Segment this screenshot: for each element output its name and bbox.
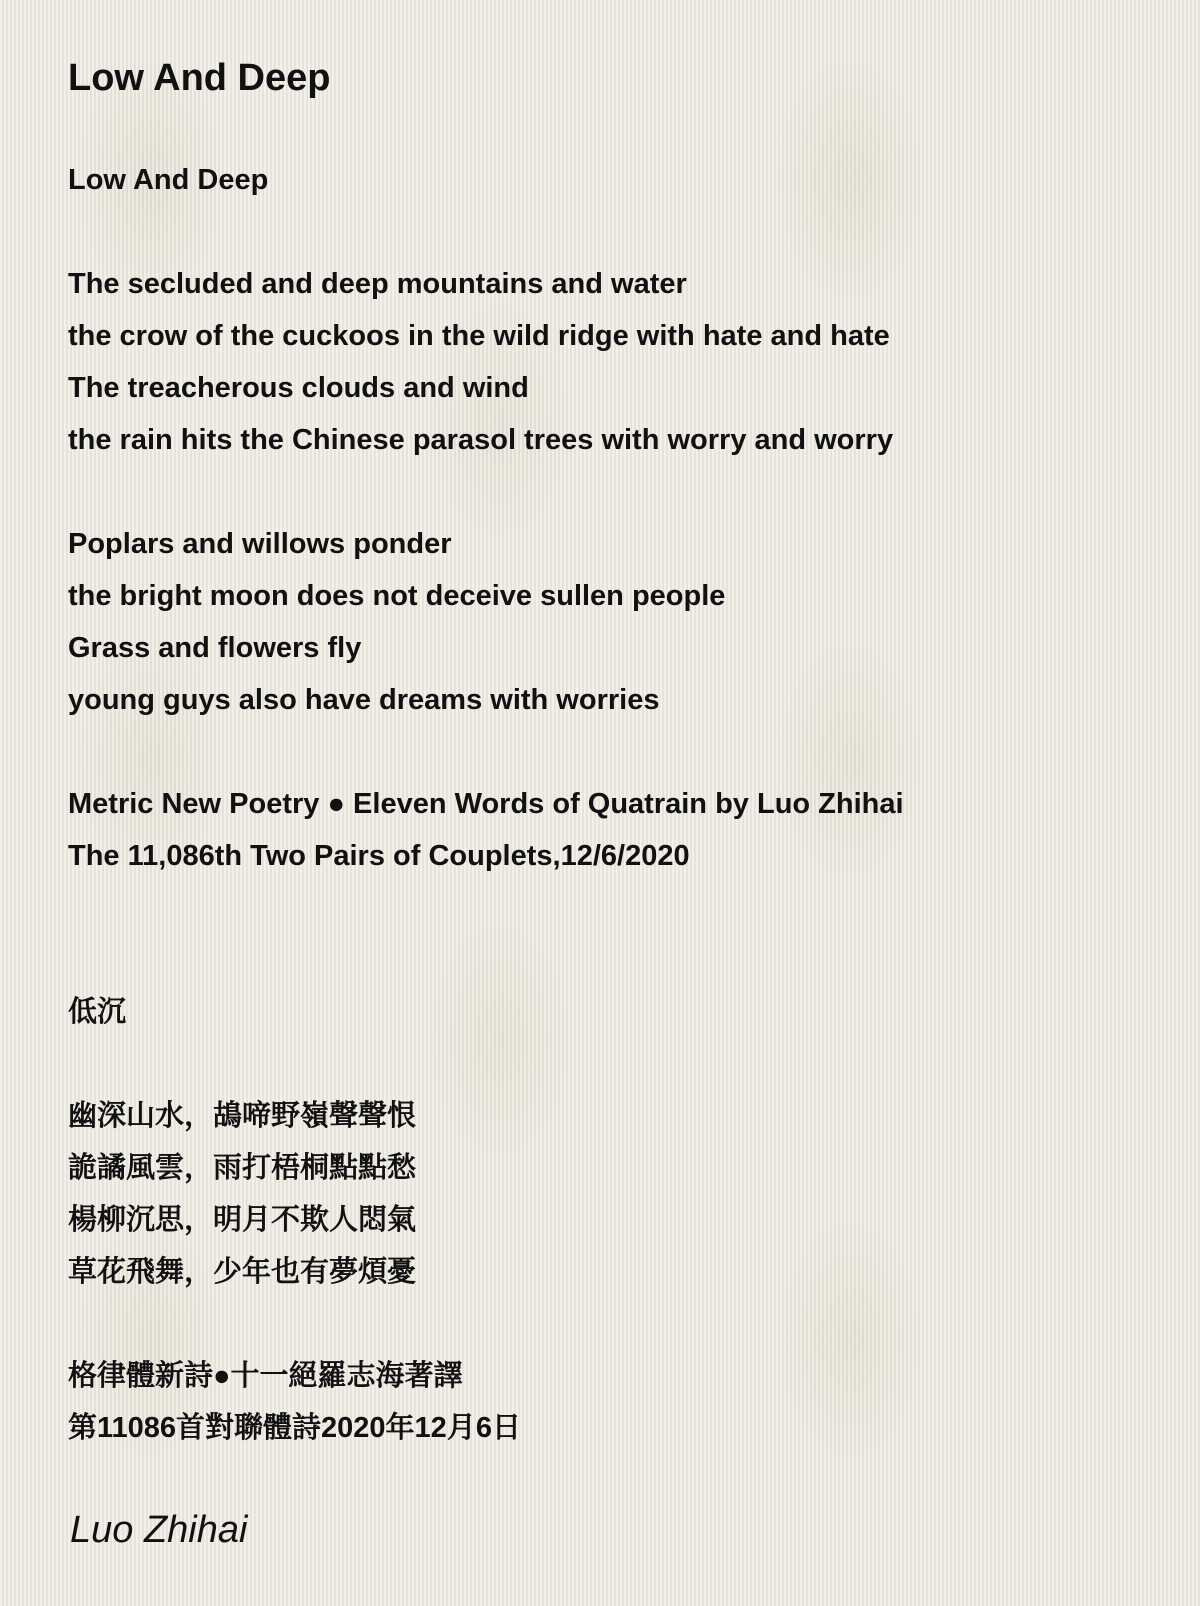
- blank-line: [68, 934, 1148, 986]
- poem-line: Metric New Poetry ● Eleven Words of Quatrain by Luo Zhihai: [68, 788, 904, 820]
- poem-line: 低沉: [68, 996, 127, 1028]
- blank-line: [68, 466, 1148, 518]
- author-name[interactable]: Luo Zhihai: [70, 1509, 248, 1551]
- poem-line: the crow of the cuckoos in the wild ridge with hate and hate: [68, 320, 890, 352]
- poem-body: [68, 154, 1148, 1454]
- poem-line: 草花飛舞，少年也有夢煩憂: [68, 1256, 417, 1288]
- poem-line: Grass and flowers fly: [68, 632, 362, 664]
- poem-line: young guys also have dreams with worries: [68, 684, 660, 716]
- poem-line: The treacherous clouds and wind: [68, 372, 529, 404]
- page-title: Low And Deep: [68, 57, 331, 99]
- blank-line: [68, 1038, 1148, 1090]
- poem-line: 第11086首對聯體詩2020年12月6日: [68, 1412, 521, 1444]
- blank-line: [68, 726, 1148, 778]
- poem-line: the bright moon does not deceive sullen people: [68, 580, 726, 612]
- poem-line: The secluded and deep mountains and water: [68, 268, 687, 300]
- poem-line: 幽深山水，鴣啼野嶺聲聲恨: [68, 1100, 417, 1132]
- poem-line: The 11,086th Two Pairs of Couplets,12/6/2020: [68, 840, 690, 872]
- poem-container: [68, 48, 1148, 1454]
- poem-line: Low And Deep: [68, 164, 269, 196]
- poem-line: 格律體新詩●十一絕羅志海著譯: [68, 1360, 463, 1392]
- poem-line: 詭譎風雲，雨打梧桐點點愁: [68, 1152, 417, 1184]
- poem-line: 楊柳沉思，明月不欺人悶氣: [68, 1204, 417, 1236]
- blank-line: [68, 206, 1148, 258]
- blank-line: [68, 882, 1148, 934]
- poem-line: Poplars and willows ponder: [68, 528, 452, 560]
- poem-line: the rain hits the Chinese parasol trees with worry and worry: [68, 424, 894, 456]
- blank-line: [68, 1298, 1148, 1350]
